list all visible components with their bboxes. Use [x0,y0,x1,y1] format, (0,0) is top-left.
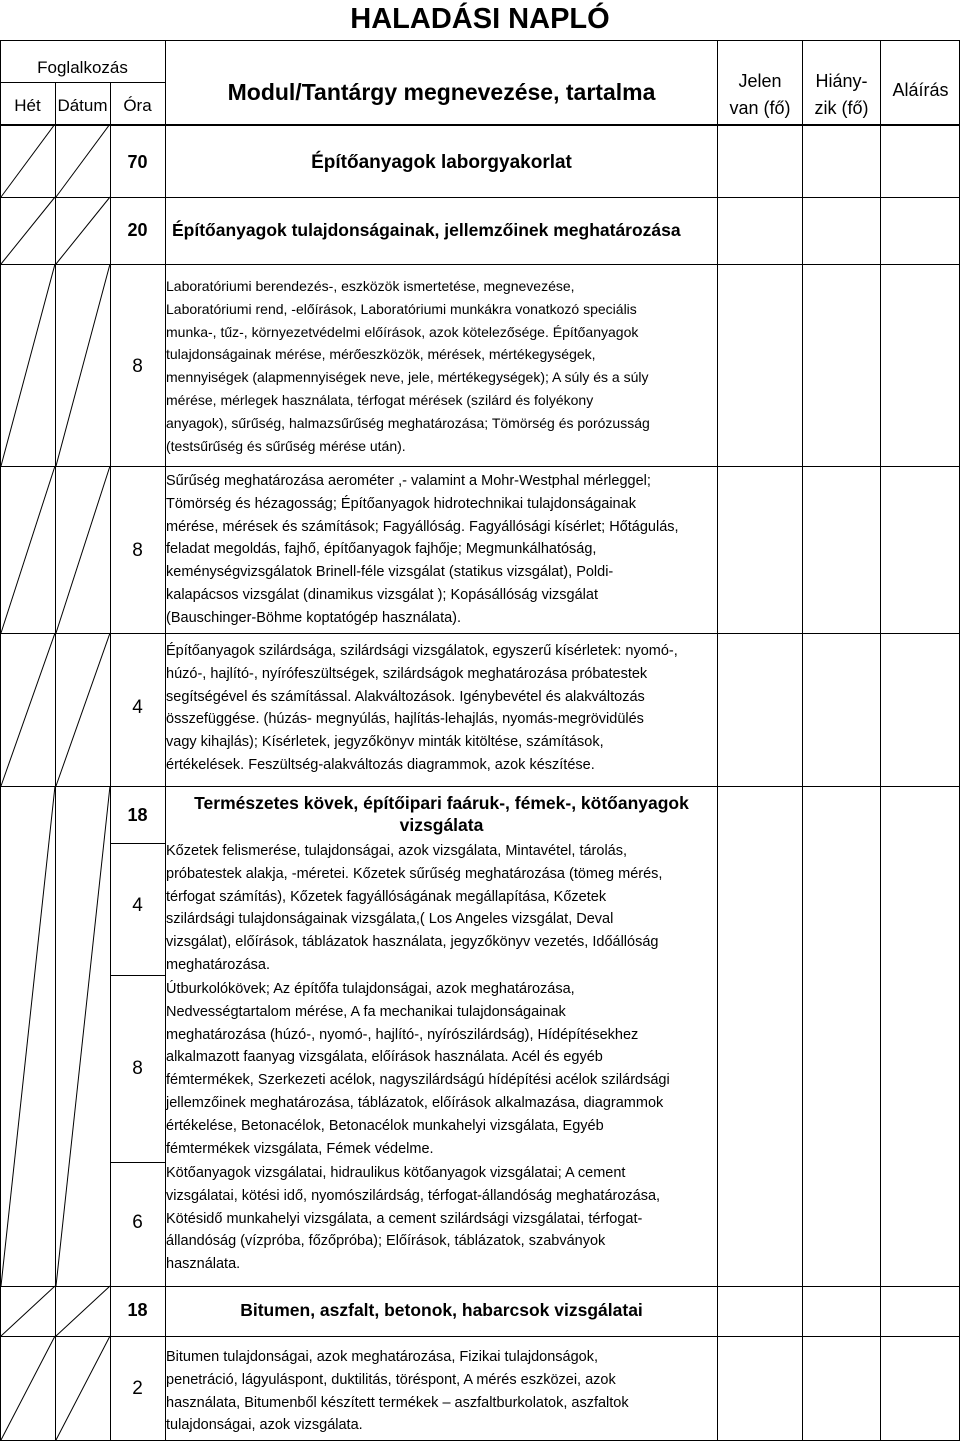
row-content: Bitumen tulajdonságai, azok meghatározása, Fizikai tulajdonságok, penetráció, lágyuláspont, duktilitás, töréspont, A mérés eszközei, azok használata, Bitumenből készített termékek – aszfaltburkolatok, aszfaltok tulajdonságai, azok vizsgálata. [166,1349,629,1434]
row-content: Kőzetek felismerése, tulajdonságai, azok vizsgálata, Mintavétel, tárolás, próbatestek alakja, -méretei. Kőzetek sűrűség meghatározása (tömeg mérés, térfogat számítás), Kőzetek fagyállóságának megállapítása, Kőzetek szilárdsági tulajdonságainak vizsgálata,( Los Angeles vizsgálat, Deval vizsgálat), előírások, táblázatok használata, jegyzőkönyv vezetés, Időállóság meghatározása. [166,843,663,973]
row-hours: 8 [132,356,143,377]
row-hours: 8 [132,540,143,561]
header-ora: Óra [123,96,152,115]
row-content: Laboratóriumi berendezés-, eszközök ismertetése, megnevezése, Laboratóriumi rend, -előírások, Laboratóriumi munkákra vonatkozó speciális munka-, tűz-, környezetvédelmi előírások, azok kötelezősége. Építőanyagok tulajdonságainak mérése, mérőeszközök, mérések, mértékegységek, mennyiségek (alapmennyiségek neve, jele, mértékegységek); A súly és a súly mérése, mérlegek használata, térfogat mérések (szilárd és folyékony anyagok), sűrűség, halmazsűrűség meghatározása; Tömörség és porózusság (testsűrűség és sűrűség mérése után). [166,278,650,454]
header-het: Hét [14,96,41,115]
row-hours: 4 [132,697,143,718]
row-hours: 18 [127,1300,148,1320]
row-hours: 6 [132,1212,143,1233]
header-datum: Dátum [57,96,108,115]
header-alairas: Aláírás [892,80,949,100]
header-foglalkozas: Foglalkozás [37,58,128,77]
header-jelen: Jelen van (fő) [729,71,791,118]
header-hiany: Hiány- zik (fő) [814,71,869,118]
row-content: Kötőanyagok vizsgálatai, hidraulikus kötőanyagok vizsgálatai; A cement vizsgálatai, kötési idő, nyomószilárdság, térfogat-állandóság meghatározása, Kötésidő munkahelyi vizsgálata, a cement szilárdsági vizsgálatai, térfogat- állandóság (vízpróba, főzőpróba); Előírások, táblázatok, szabványok használata. [166,1165,661,1273]
page-title: HALADÁSI NAPLÓ [350,3,610,35]
row-content: Építőanyagok szilárdsága, szilárdsági vizsgálatok, egyszerű kísérletek: nyomó-, húzó-, hajlító-, nyírófeszültségek, szilárdságok meghatározása próbatestek segítségével és számítással. Alakváltozások. Igénybevétel és alakváltozás összefüggése. (húzás- megnyúlás, hajlítás-lehajlás, nyomás-megrövidülés vagy kihajlás); Kísérletek, jegyzőkönyv minták kitöltése, számítások, értékelések. Feszültség-alakváltozás diagrammok, azok készítése. [166,643,678,773]
row-hours: 20 [127,220,148,240]
row-content: Útburkolókövek; Az építőfa tulajdonságai, azok meghatározása, Nedvességtartalom mérése, A fa mechanikai tulajdonságainak meghatározása (húzó-, nyomó-, hajlító-, nyírószilárdság), Hídépítésekhez alkalmazott faanyag vizsgálata, előírások használata. Acél és egyéb fémtermékek, Szerkezeti acélok, nagyszilárdságú hídépítési acélok szilárdsági jellemzőinek meghatározása, táblázatok, előírások alkalmazása, diagrammok értékelése, Betonacélok, Betonacélok munkahelyi vizsgálata, Egyéb fémtermékek vizsgálata, Fémek védelme. [166,981,670,1157]
row-hours: 2 [132,1378,143,1399]
row-hours: 4 [132,895,143,916]
row-content: Sűrűség meghatározása aerométer ,- valamint a Mohr-Westphal mérleggel; Tömörség és hézagosság; Építőanyagok hidrotechnikai tulajdonságainak mérése, mérések és számítások; Fagyállóság. Fagyállósági kísérlet; Hőtágulás, feladat megoldás, fajhő, építőanyagok fajhője; Megmunkálhatóság, keménységvizsgálatok Brinell-féle vizsgálat (statikus vizsgálat), Poldi- kalapácsos vizsgálat (dinamikus vizsgálat ); Kopásállóság vizsgálat (Bauschinger-Böhme koptatógép használata). [166,473,679,626]
header-modul: Modul/Tantárgy megnevezése, tartalma [227,79,656,105]
section-title: Bitumen, aszfalt, betonok, habarcsok vizsgálatai [240,1300,643,1320]
row-hours: 70 [127,152,148,172]
section-title: Építőanyagok tulajdonságainak, jellemzőinek meghatározása [172,220,681,240]
section-title: Természetes kövek, építőipari faáruk-, fémek-, kötőanyagok vizsgálata [194,793,689,835]
section-title: Építőanyagok laborgyakorlat [311,152,572,173]
row-hours: 8 [132,1058,143,1079]
row-hours: 18 [127,805,148,825]
